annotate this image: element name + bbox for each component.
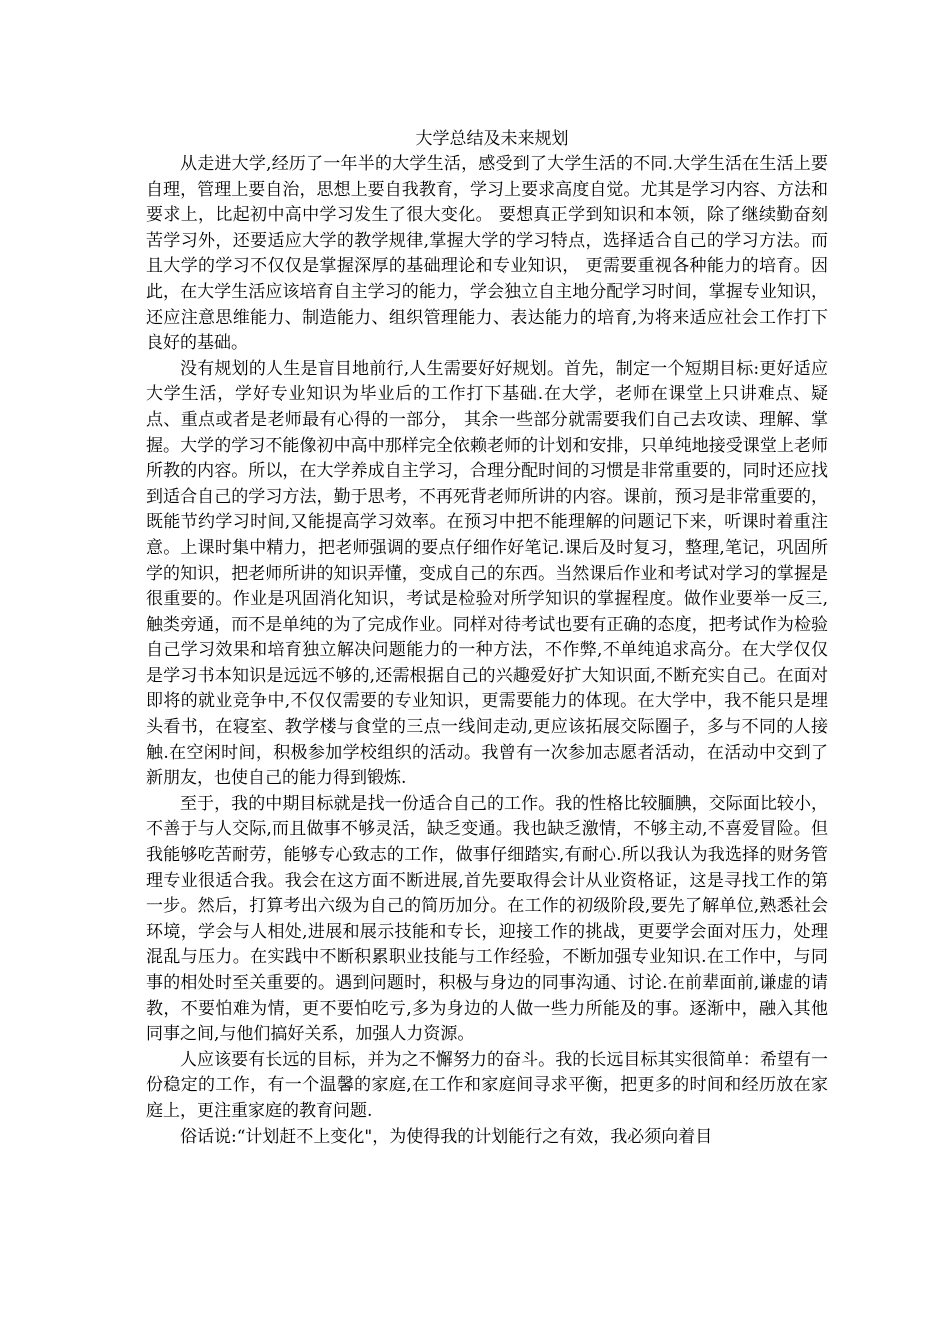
paragraph-2: 没有规划的人生是盲目地前行,人生需要好好规划。首先，制定一个短期目标:更好适应大学生活，学好专业知识为毕业后的工作打下基础.在大学，老师在课堂上只讲难点、疑点、重点或者是老师最有心得的一部分， 其余一些部分就需要我们自己去攻读、理解、掌握。大学的学习不能像初中高中那样完全依赖老师的计划和安排，只单纯地接受课堂上老师所教的内容。所以，在大学养成自主学习，合理分配时间的习惯是非常重要的，同时还应找到适合自己的学习方法，勤于思考，不再死背老师所讲的内容。课前，预习是非常重要的，既能节约学习时间,又能提高学习效率。在预习中把不能理解的问题记下来，听课时着重注意。上课时集中精力，把老师强调的要点仔细作好笔记.课后及时复习，整理,笔记，巩固所学的知识，把老师所讲的知识弄懂，变成自己的东西。当然课后作业和考试对学习的掌握是很重要的。作业是巩固消化知识，考试是检验对所学知识的掌握程度。做作业要举一反三,触类旁通，而不是单纯的为了完成作业。同样对待考试也要有正确的态度，把考试作为检验自己学习效果和培育独立解决问题能力的一种方法，不作弊,不单纯追求高分。在大学仅仅是学习书本知识是远远不够的,还需根据自己的兴趣爱好扩大知识面,不断充实自己。在面对即将的就业竞争中,不仅仅需要的专业知识，更需要能力的体现。在大学中，我不能只是埋头看书，在寝室、教学楼与食堂的三点一线间走动,更应该拓展交际圈子，多与不同的人接触.在空闲时间，积极参加学校组织的活动。我曾有一次参加志愿者活动，在活动中交到了新朋友，也使自己的能力得到锻炼. [146,358,828,789]
document-page [146,127,828,1150]
paragraph-4: 人应该要有长远的目标，并为之不懈努力的奋斗。我的长远目标其实很简单：希望有一份稳定的工作，有一个温馨的家庭,在工作和家庭间寻求平衡，把更多的时间和经历放在家庭上，更注重家庭的教育问题. [146,1049,828,1121]
document-title: 大学总结及未来规划 [415,129,569,149]
paragraph-1: 从走进大学,经历了一年半的大学生活，感受到了大学生活的不同.大学生活在生活上要自理，管理上要自治，思想上要自我教育，学习上要求高度自觉。尤其是学习内容、方法和要求上，比起初中高中学习发生了很大变化。 要想真正学到知识和本领，除了继续勤奋刻苦学习外，还要适应大学的教学规律,掌握大学的学习特点，选择适合自己的学习方法。而且大学的学习不仅仅是掌握深厚的基础理论和专业知识， 更需要重视各种能力的培育。因此，在大学生活应该培育自主学习的能力，学会独立自主地分配学习时间，掌握专业知识，还应注意思维能力、制造能力、组织管理能力、表达能力的培育,为将来适应社会工作打下良好的基础。 [146,154,828,354]
paragraph-3: 至于，我的中期目标就是找一份适合自己的工作。我的性格比较腼腆，交际面比较小，不善于与人交际,而且做事不够灵活，缺乏变通。我也缺乏激情，不够主动,不喜爱冒险。但我能够吃苦耐劳，能够专心致志的工作，做事仔细踏实,有耐心.所以我认为我选择的财务管理专业很适合我。我会在这方面不断进展,首先要取得会计从业资格证，这是寻找工作的第一步。然后，打算考出六级为自己的简历加分。在工作的初级阶段,要先了解单位,熟悉社会环境，学会与人相处,进展和展示技能和专长，迎接工作的挑战，更要学会面对压力，处理混乱与压力。在实践中不断积累职业技能与工作经验，不断加强专业知识.在工作中，与同事的相处时至关重要的。遇到问题时，积极与身边的同事沟通、讨论.在前辈面前,谦虚的请教，不要怕难为情，更不要怕吃亏,多为身边的人做一些力所能及的事。逐渐中，融入其他同事之间,与他们搞好关系，加强人力资源。 [146,793,828,1045]
paragraph-5: 俗话说:“计划赶不上变化"，为使得我的计划能行之有效，我必须向着目 [180,1126,713,1147]
